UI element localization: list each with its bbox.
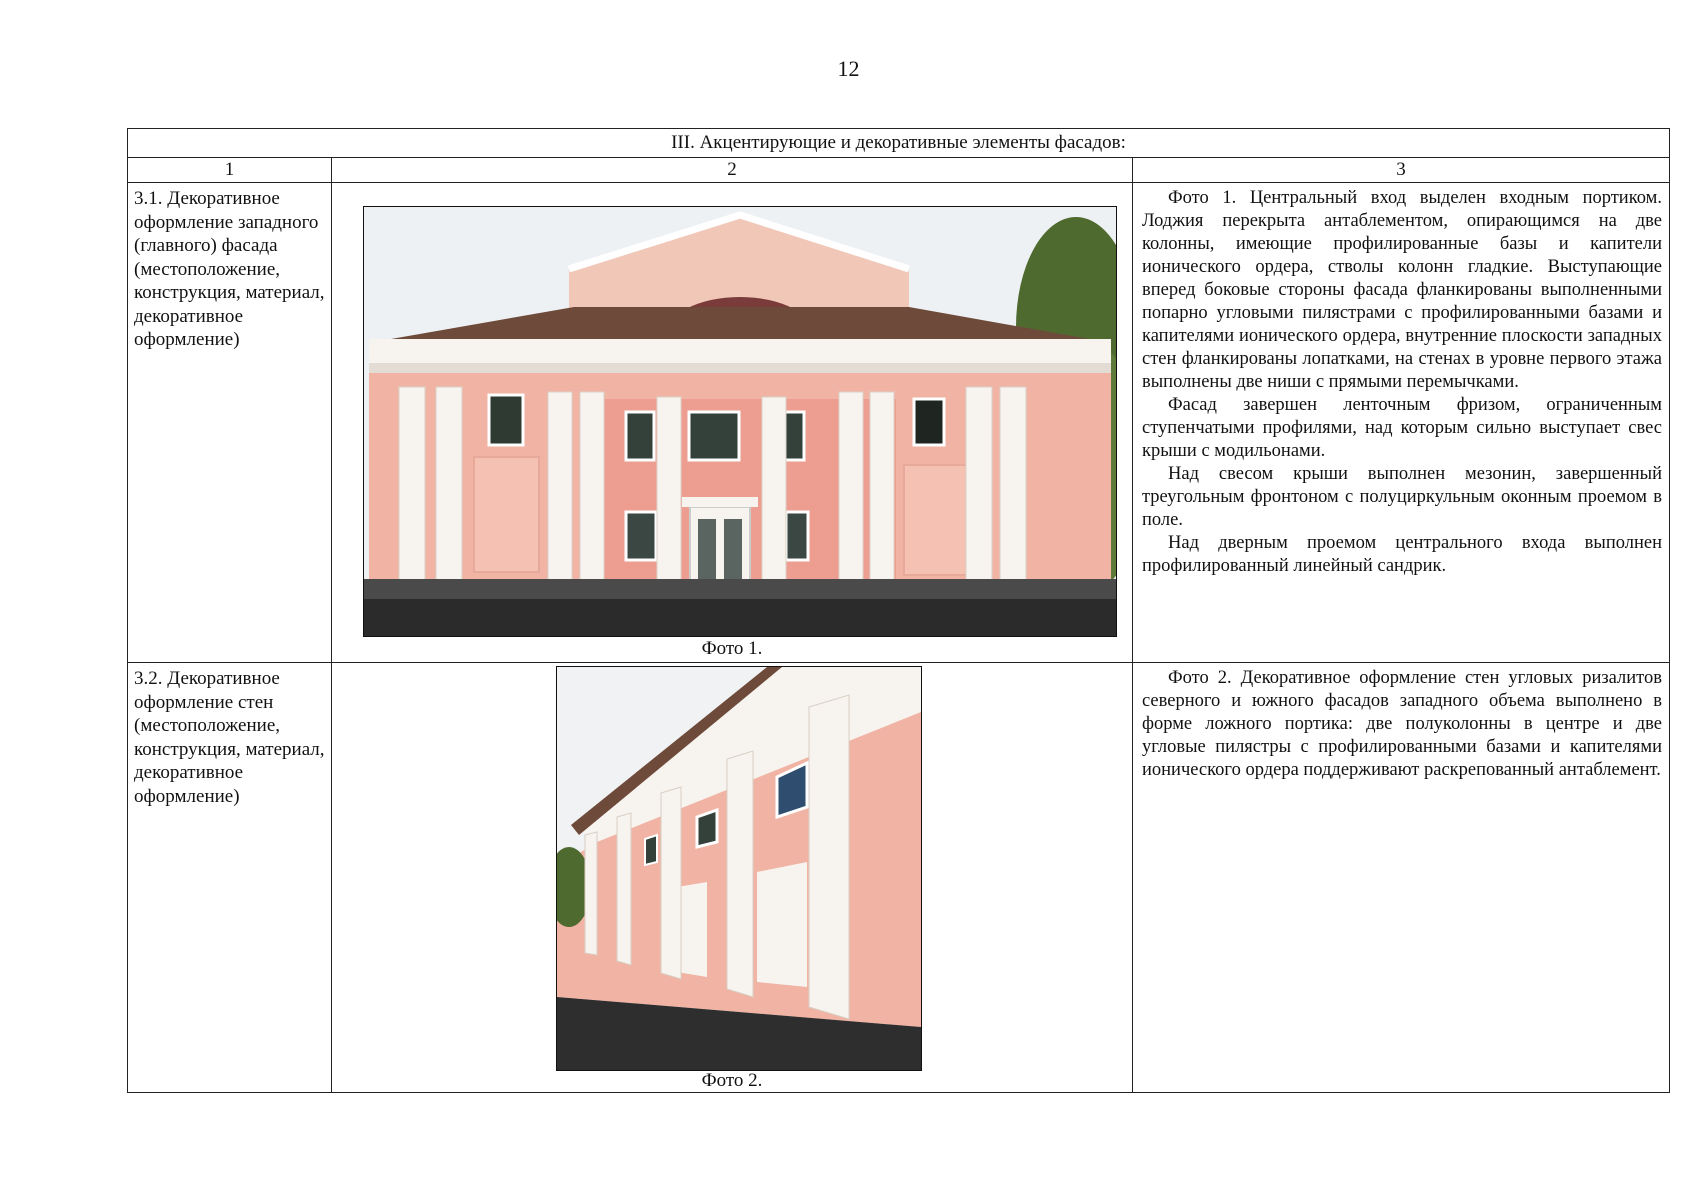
photo-caption: Фото 1. (701, 638, 763, 659)
photo-cell (332, 183, 1133, 663)
description-paragraph: Над свесом крыши выполнен мезонин, завершенный треугольным фронтоном с полуциркульным оконным проемом в поле. (1142, 464, 1662, 530)
facade-elements-table (127, 128, 1670, 1093)
photo-caption: Фото 2. (701, 1070, 763, 1091)
description-paragraph: Над дверным проемом центрального входа выполнен профилированный линейный сандрик. (1142, 533, 1662, 576)
column-number-3: 3 (1133, 158, 1670, 183)
description-cell (1133, 183, 1670, 663)
row-label: 3.2. Декоративное оформление стен (местоположение, конструкция, материал, декоративное оформление) (128, 663, 332, 1093)
column-number-2: 2 (332, 158, 1133, 183)
description-paragraph: Фасад завершен ленточным фризом, ограниченным ступенчатыми профилями, над которым сильно выступает свес крыши с модильонами. (1142, 395, 1662, 461)
table-row (128, 663, 1670, 1093)
row-label: 3.1. Декоративное оформление западного (главного) фасада (местоположение, конструкция, материал, декоративное оформление) (128, 183, 332, 663)
description-paragraph: Фото 1. Центральный вход выделен входным портиком. Лоджия перекрыта антаблементом, опирающимся на две колонны, имеющие профилированные базы и капители ионического ордера, стволы колонн гладкие. Выступающие вперед боковые стороны фасада фланкированы выполненными попарно угловыми пилястрами с профилированными базами и капителями ионического ордера, внутренние плоскости западных стен фланкированы лопатками, на стенах в уровне первого этажа выполнены две ниши с прямыми перемычками. (1142, 188, 1662, 392)
page-number: 12 (837, 56, 860, 81)
description-paragraph: Фото 2. Декоративное оформление стен угловых ризалитов северного и южного фасадов западного объема выполнено в форме ложного портика: две полуколонны в центре и две угловые пилястры с профилированными базами и капителями ионического ордера поддерживают раскрепованный антаблемент. (1142, 668, 1662, 780)
photo-wall-decoration (556, 666, 922, 1071)
photo-cell (332, 663, 1133, 1093)
photo-main-facade (363, 206, 1117, 637)
section-title: III. Акцентирующие и декоративные элементы фасадов: (128, 129, 1670, 158)
table-row (128, 183, 1670, 663)
column-number-1: 1 (128, 158, 332, 183)
description-cell (1133, 663, 1670, 1093)
